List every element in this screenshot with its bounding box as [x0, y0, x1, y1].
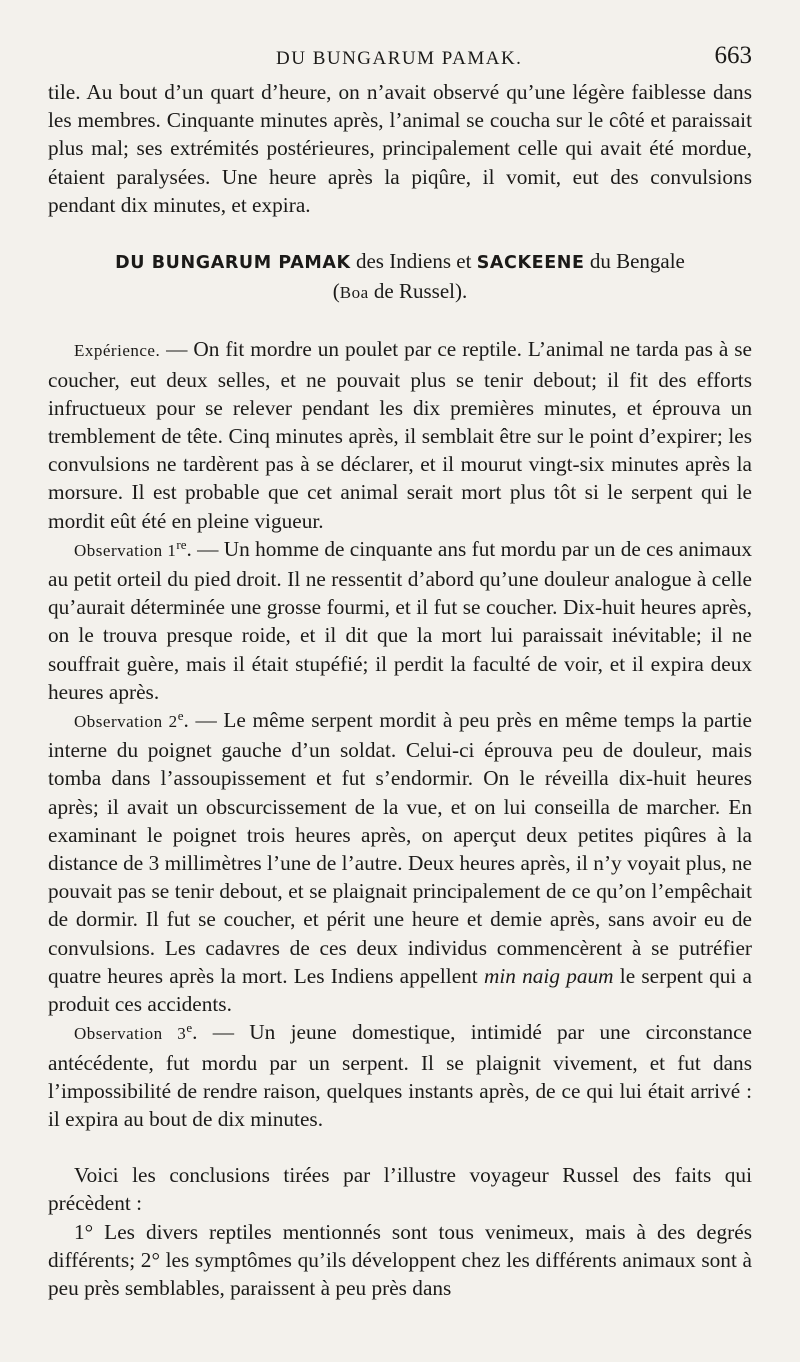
experience-text: — On fit mordre un poulet par ce reptile. L’animal ne tarda pas à se coucher, eut deux selles, et ne pouvait plus se tenir debout; il fit des efforts infructueux pour se relever pendant les dix premières minutes, et éprouva un tremblement de tête. Cinq minutes après, il semblait être sur le point d’expirer; les convulsions ne tardèrent pas à se déclarer, et il mourut vingt-six minutes après la morsure. Il est probable que cet animal serait mort plus tôt si le serpent qui le mordit eût été en pleine vigueur. — [48, 337, 752, 533]
heading-boa: Boa — [339, 283, 369, 303]
observation-2-label: Observation 2 — [74, 712, 178, 732]
observation-1-label: Observation 1 — [74, 540, 177, 560]
spacer — [48, 307, 752, 335]
paragraph-observation-2 — [48, 706, 752, 1018]
spacer — [48, 1133, 752, 1161]
heading-sackeene: SACKEENE — [476, 253, 585, 274]
heading-text: des Indiens et — [350, 249, 477, 274]
heading-text-end: du Bengale — [584, 249, 685, 274]
body-text — [48, 78, 752, 1302]
experience-label: Expérience. — [74, 341, 161, 361]
observation-2-italic: min naig paum — [483, 963, 614, 988]
paragraph-experience — [48, 335, 752, 534]
paragraph-observation-1 — [48, 535, 752, 706]
observation-2-text-end: le serpent qui a produit ces accidents. — [48, 963, 752, 1017]
running-title: DU BUNGARUM PAMAK. — [276, 48, 523, 69]
page-number: 663 — [714, 42, 752, 69]
heading-paren-open: ( — [332, 279, 340, 304]
running-head — [48, 38, 752, 78]
spacer — [48, 219, 752, 247]
observation-3-sup: e — [186, 1020, 193, 1036]
observation-2-text: . — Le même serpent mordit à peu près en même temps la partie interne du poignet gauche d’un soldat. Celui-ci éprouva peu de douleur, mais tomba dans l’assoupissement et fut s’endormir. On le réveilla dix-huit heures après; il avait un obscurcissement de la vue, et on lui conseilla de marcher. En examinant le poignet trois heures après, on aperçut deux petites piqûres à la distance de 3 millimètres l’une de l’autre. Deux heures après, il n’y voyait plus, ne pouvait pas se tenir debout, et se plaignait principalement de ce qu’on l’empêchait de dormir. Il fut se coucher, et périt une heure et demie après, sans avoir eu de convulsions. Les cadavres de ces deux individus commencèrent à se putréfier quatre heures après la mort. Les Indiens appellent — [48, 708, 752, 988]
section-heading — [48, 247, 752, 307]
observation-3-text: . — Un jeune domestique, intimidé par une circonstance antécédente, fut mordu par un serpent. Il se plaignit vivement, et fut dans l’impossibilité de rendre raison, quelques instants après, de ce qui lui était arrivé : il expira au bout de dix minutes. — [48, 1020, 752, 1131]
paragraph-continuation: tile. Au bout d’un quart d’heure, on n’avait observé qu’une légère faiblesse dans les membres. Cinquante minutes après, l’animal se coucha sur le côté et paraissait plus mal; ses extrémités postérieures, principalement celle qui avait été mordue, étaient paralysées. Une heure après la piqûre, il vomit, eut des convulsions pendant dix minutes, et expira. — [48, 80, 752, 217]
paragraph-conclusions: Voici les conclusions tirées par l’illustre voyageur Russel des faits qui précèdent : — [48, 1163, 752, 1216]
observation-1-text: . — Un homme de cinquante ans fut mordu par un de ces animaux au petit orteil du pied droit. Il ne ressentit d’abord qu’une douleur analogue à celle qu’aurait déterminée une grosse fourmi, et il fut se coucher. Dix-huit heures après, on le trouva presque roide, et il dit que la mort lui paraissait inévitable; il ne souffrait guère, mais il était stupéfié; il perdit la faculté de voir, et il expira deux heures après. — [48, 536, 752, 704]
heading-bungarum: DU BUNGARUM PAMAK — [115, 253, 351, 274]
heading-paren-close: de Russel). — [368, 279, 468, 304]
observation-3-label: Observation 3 — [74, 1024, 187, 1044]
paragraph-observation-3 — [48, 1018, 752, 1133]
paragraph-point-1: 1° Les divers reptiles mentionnés sont tous venimeux, mais à des degrés différents; 2° les symptômes qu’ils développent chez les différents animaux sont à peu près semblables, paraissent à peu près dans — [48, 1219, 752, 1300]
observation-2-sup: e — [177, 708, 184, 724]
observation-1-sup: re — [176, 536, 187, 552]
